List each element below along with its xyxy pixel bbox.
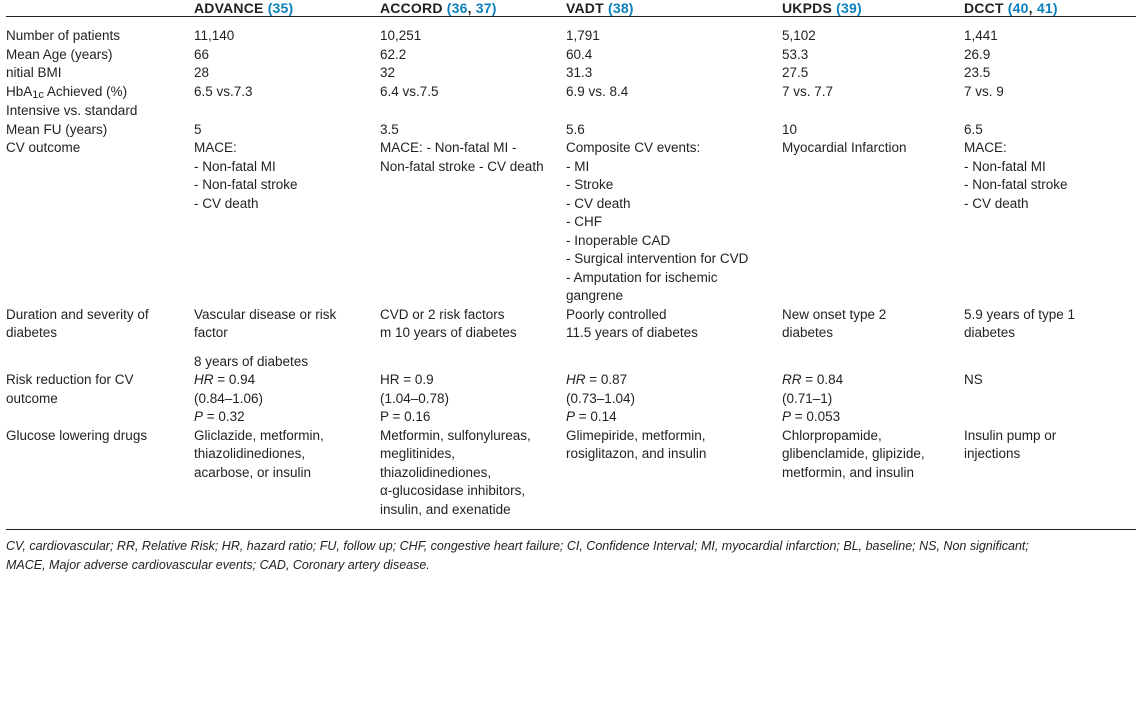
table-cell (194, 139, 380, 306)
cell-line: m 10 years of diabetes (380, 325, 517, 340)
cell-line: MACE: (964, 140, 1007, 155)
column-header-blank (6, 0, 194, 17)
table-cell (566, 306, 782, 372)
cell-gap (194, 343, 380, 353)
column-header-dcct-label: DCCT (964, 0, 1004, 16)
table-cell (194, 371, 380, 427)
table-cell: 10,251 (380, 28, 422, 43)
table-cell: 10 (782, 121, 798, 137)
table-cell: 62.2 (380, 46, 407, 62)
table-cell: 6.9 vs. 8.4 (566, 83, 629, 99)
column-header-dcct (964, 0, 1136, 17)
table-cell: 11,140 (194, 28, 235, 43)
cell-line: - MI (566, 158, 590, 174)
table-cell: 66 (194, 46, 210, 62)
table-cell: 7 vs. 9 (964, 83, 1004, 99)
cell-line: Myocardial Infarction (782, 140, 907, 155)
cell-line: Non-fatal stroke - CV death (380, 158, 544, 174)
column-header-accord-ref[interactable]: (36, 37) (446, 0, 497, 16)
table-cell (782, 427, 964, 520)
row-label: Mean FU (years) (6, 121, 108, 137)
cell-line: diabetes (782, 325, 834, 340)
table-cell: 5,102 (782, 28, 816, 43)
column-header-ukpds-label: UKPDS (782, 0, 833, 16)
cell-line: Chlorpropamide, (782, 427, 882, 443)
row-label: Glucose lowering drugs (6, 427, 148, 443)
cell-line: diabetes (964, 325, 1016, 340)
cell-line: thiazolidinediones, (194, 446, 306, 461)
cell-line: - Stroke (566, 177, 614, 192)
cell-line: - CV death (964, 195, 1029, 211)
cell-line: NS (964, 372, 983, 387)
table-cell: 60.4 (566, 46, 593, 62)
cell-line: glibenclamide, glipizide, (782, 446, 925, 461)
table-body (6, 17, 1136, 520)
cell-line: - Inoperable CAD (566, 232, 671, 248)
cell-line: - CHF (566, 214, 602, 229)
cell-line: - Non-fatal stroke (964, 177, 1068, 192)
row-label-line: diabetes (6, 325, 58, 340)
table-row (6, 121, 1136, 140)
table-cell: 5.6 (566, 121, 585, 137)
table-cell (194, 427, 380, 520)
cell-line: HR = 0.94 (194, 372, 256, 387)
cell-line: HR = 0.9 (380, 372, 434, 387)
comparison-table (6, 0, 1136, 519)
cell-line: Vascular disease or risk (194, 306, 337, 322)
cell-line: rosiglitazon, and insulin (566, 446, 707, 461)
table-cell: 23.5 (964, 65, 991, 80)
column-header-advance (194, 0, 380, 17)
table-cell (380, 139, 566, 306)
table-header (6, 0, 1136, 17)
row-label: Mean Age (years) (6, 46, 113, 62)
column-header-dcct-ref[interactable]: (40, 41) (1007, 0, 1058, 16)
table-cell (782, 139, 964, 306)
subscript: 1c (32, 88, 44, 101)
cell-line: - CV death (194, 195, 259, 211)
cell-line: MACE: (194, 140, 237, 155)
cell-line: metformin, and insulin (782, 464, 915, 480)
column-header-accord-label: ACCORD (380, 0, 443, 16)
table-cell: 6.5 (964, 121, 983, 137)
cell-line: P = 0.16 (380, 409, 431, 424)
cell-line: Metformin, sulfonylureas, (380, 427, 531, 443)
footnote-line-2: MACE, Major adverse cardiovascular events; CAD, Coronary artery disease. (6, 558, 430, 572)
cell-line: (1.04–0.78) (380, 390, 450, 406)
cell-line: meglitinides, (380, 446, 456, 461)
column-header-advance-label: ADVANCE (194, 0, 264, 16)
cell-line: Poorly controlled (566, 306, 667, 322)
table-row (6, 46, 1136, 65)
row-label-line: Intensive vs. standard (6, 103, 138, 118)
cell-line: - Non-fatal MI (194, 158, 276, 174)
cell-line: (0.73–1.04) (566, 390, 636, 406)
row-label-line: HbA1c Achieved (%) (6, 83, 128, 101)
cell-line: P = 0.053 (782, 409, 841, 424)
table-cell: 7 vs. 7.7 (782, 83, 834, 99)
cell-line: - Non-fatal stroke (194, 177, 298, 192)
row-label: CV outcome (6, 140, 81, 155)
table-cell (194, 306, 380, 372)
cell-line: - CV death (566, 195, 631, 211)
column-header-vadt-label: VADT (566, 0, 604, 16)
table-cell: 26.9 (964, 46, 991, 62)
cell-line: HR = 0.87 (566, 372, 628, 387)
table-cell (566, 139, 782, 306)
cell-line: factor (194, 325, 228, 340)
column-header-vadt-ref[interactable]: (38) (607, 0, 634, 16)
table-cell: 32 (380, 65, 396, 80)
cell-line: - Surgical intervention for CVD (566, 251, 749, 266)
table-row (6, 139, 1136, 306)
row-label (6, 306, 194, 372)
table-row (6, 306, 1136, 372)
table-cell (380, 306, 566, 372)
table-cell (566, 371, 782, 427)
cell-line: RR = 0.84 (782, 372, 844, 387)
cell-line: Glimepiride, metformin, (566, 427, 706, 443)
table-cell (964, 139, 1136, 306)
table-cell: 28 (194, 65, 210, 80)
table-footnote (6, 530, 1136, 575)
cell-line: (0.84–1.06) (194, 390, 264, 406)
cell-line: insulin, and exenatide (380, 501, 511, 517)
table-row (6, 64, 1136, 83)
cell-line: 5.9 years of type 1 (964, 306, 1076, 322)
table-cell: 53.3 (782, 46, 809, 62)
cell-line: gangrene (566, 288, 624, 303)
table-row (6, 17, 1136, 46)
table-cell: 1,791 (566, 28, 600, 43)
table-row (6, 427, 1136, 520)
table-cell: 5 (194, 121, 202, 137)
table-cell: 31.3 (566, 65, 593, 80)
column-header-advance-ref[interactable]: (35) (267, 0, 294, 16)
cell-line: CVD or 2 risk factors (380, 306, 505, 322)
table-cell: 27.5 (782, 65, 809, 80)
table-cell: 1,441 (964, 28, 998, 43)
cell-line: injections (964, 446, 1021, 461)
table-header-row (6, 0, 1136, 17)
cell-line: Gliclazide, metformin, (194, 427, 324, 443)
cell-line: - Amputation for ischemic (566, 269, 718, 285)
cell-line: P = 0.32 (194, 409, 245, 424)
cell-line: Insulin pump or (964, 427, 1057, 443)
cell-line: α-glucosidase inhibitors, (380, 483, 526, 498)
column-header-ukpds (782, 0, 964, 17)
row-label (6, 371, 194, 427)
row-label-line: Duration and severity of (6, 306, 149, 322)
row-label-line: Risk reduction for CV (6, 372, 134, 387)
table-cell (782, 306, 964, 372)
cell-line: 8 years of diabetes (194, 353, 309, 369)
table-cell (964, 371, 1136, 427)
table-cell (782, 371, 964, 427)
cell-line: P = 0.14 (566, 409, 617, 424)
cell-line: New onset type 2 (782, 306, 887, 322)
table-row (6, 83, 1136, 121)
table-cell (964, 306, 1136, 372)
row-label (6, 83, 194, 121)
cell-line: - Non-fatal MI (964, 158, 1046, 174)
column-header-accord (380, 0, 566, 17)
table-cell: 6.4 vs.7.5 (380, 83, 439, 99)
row-label: nitial BMI (6, 65, 62, 80)
table-cell (964, 427, 1136, 520)
cell-line: 11.5 years of diabetes (566, 325, 698, 340)
cell-line: MACE: - Non-fatal MI - (380, 140, 517, 155)
row-label-line: outcome (6, 390, 58, 406)
cell-line: thiazolidinediones, (380, 464, 492, 480)
cell-line: acarbose, or insulin (194, 464, 312, 480)
table-cell (380, 371, 566, 427)
table-cell: 3.5 (380, 121, 399, 137)
row-label: Number of patients (6, 28, 121, 43)
cell-line: (0.71–1) (782, 390, 833, 406)
footnote-line-1: CV, cardiovascular; RR, Relative Risk; HR, hazard ratio; FU, follow up; CHF, congestive heart failure; CI, Confidence Interval; MI, myocardial infarction; BL, baseline; NS, Non significant; (6, 539, 1029, 553)
column-header-ukpds-ref[interactable]: (39) (836, 0, 862, 16)
table-cell: 6.5 vs.7.3 (194, 83, 253, 99)
table-row (6, 371, 1136, 427)
cell-line: Composite CV events: (566, 140, 701, 155)
table-cell (380, 427, 566, 520)
table-cell (566, 427, 782, 520)
column-header-vadt (566, 0, 782, 17)
